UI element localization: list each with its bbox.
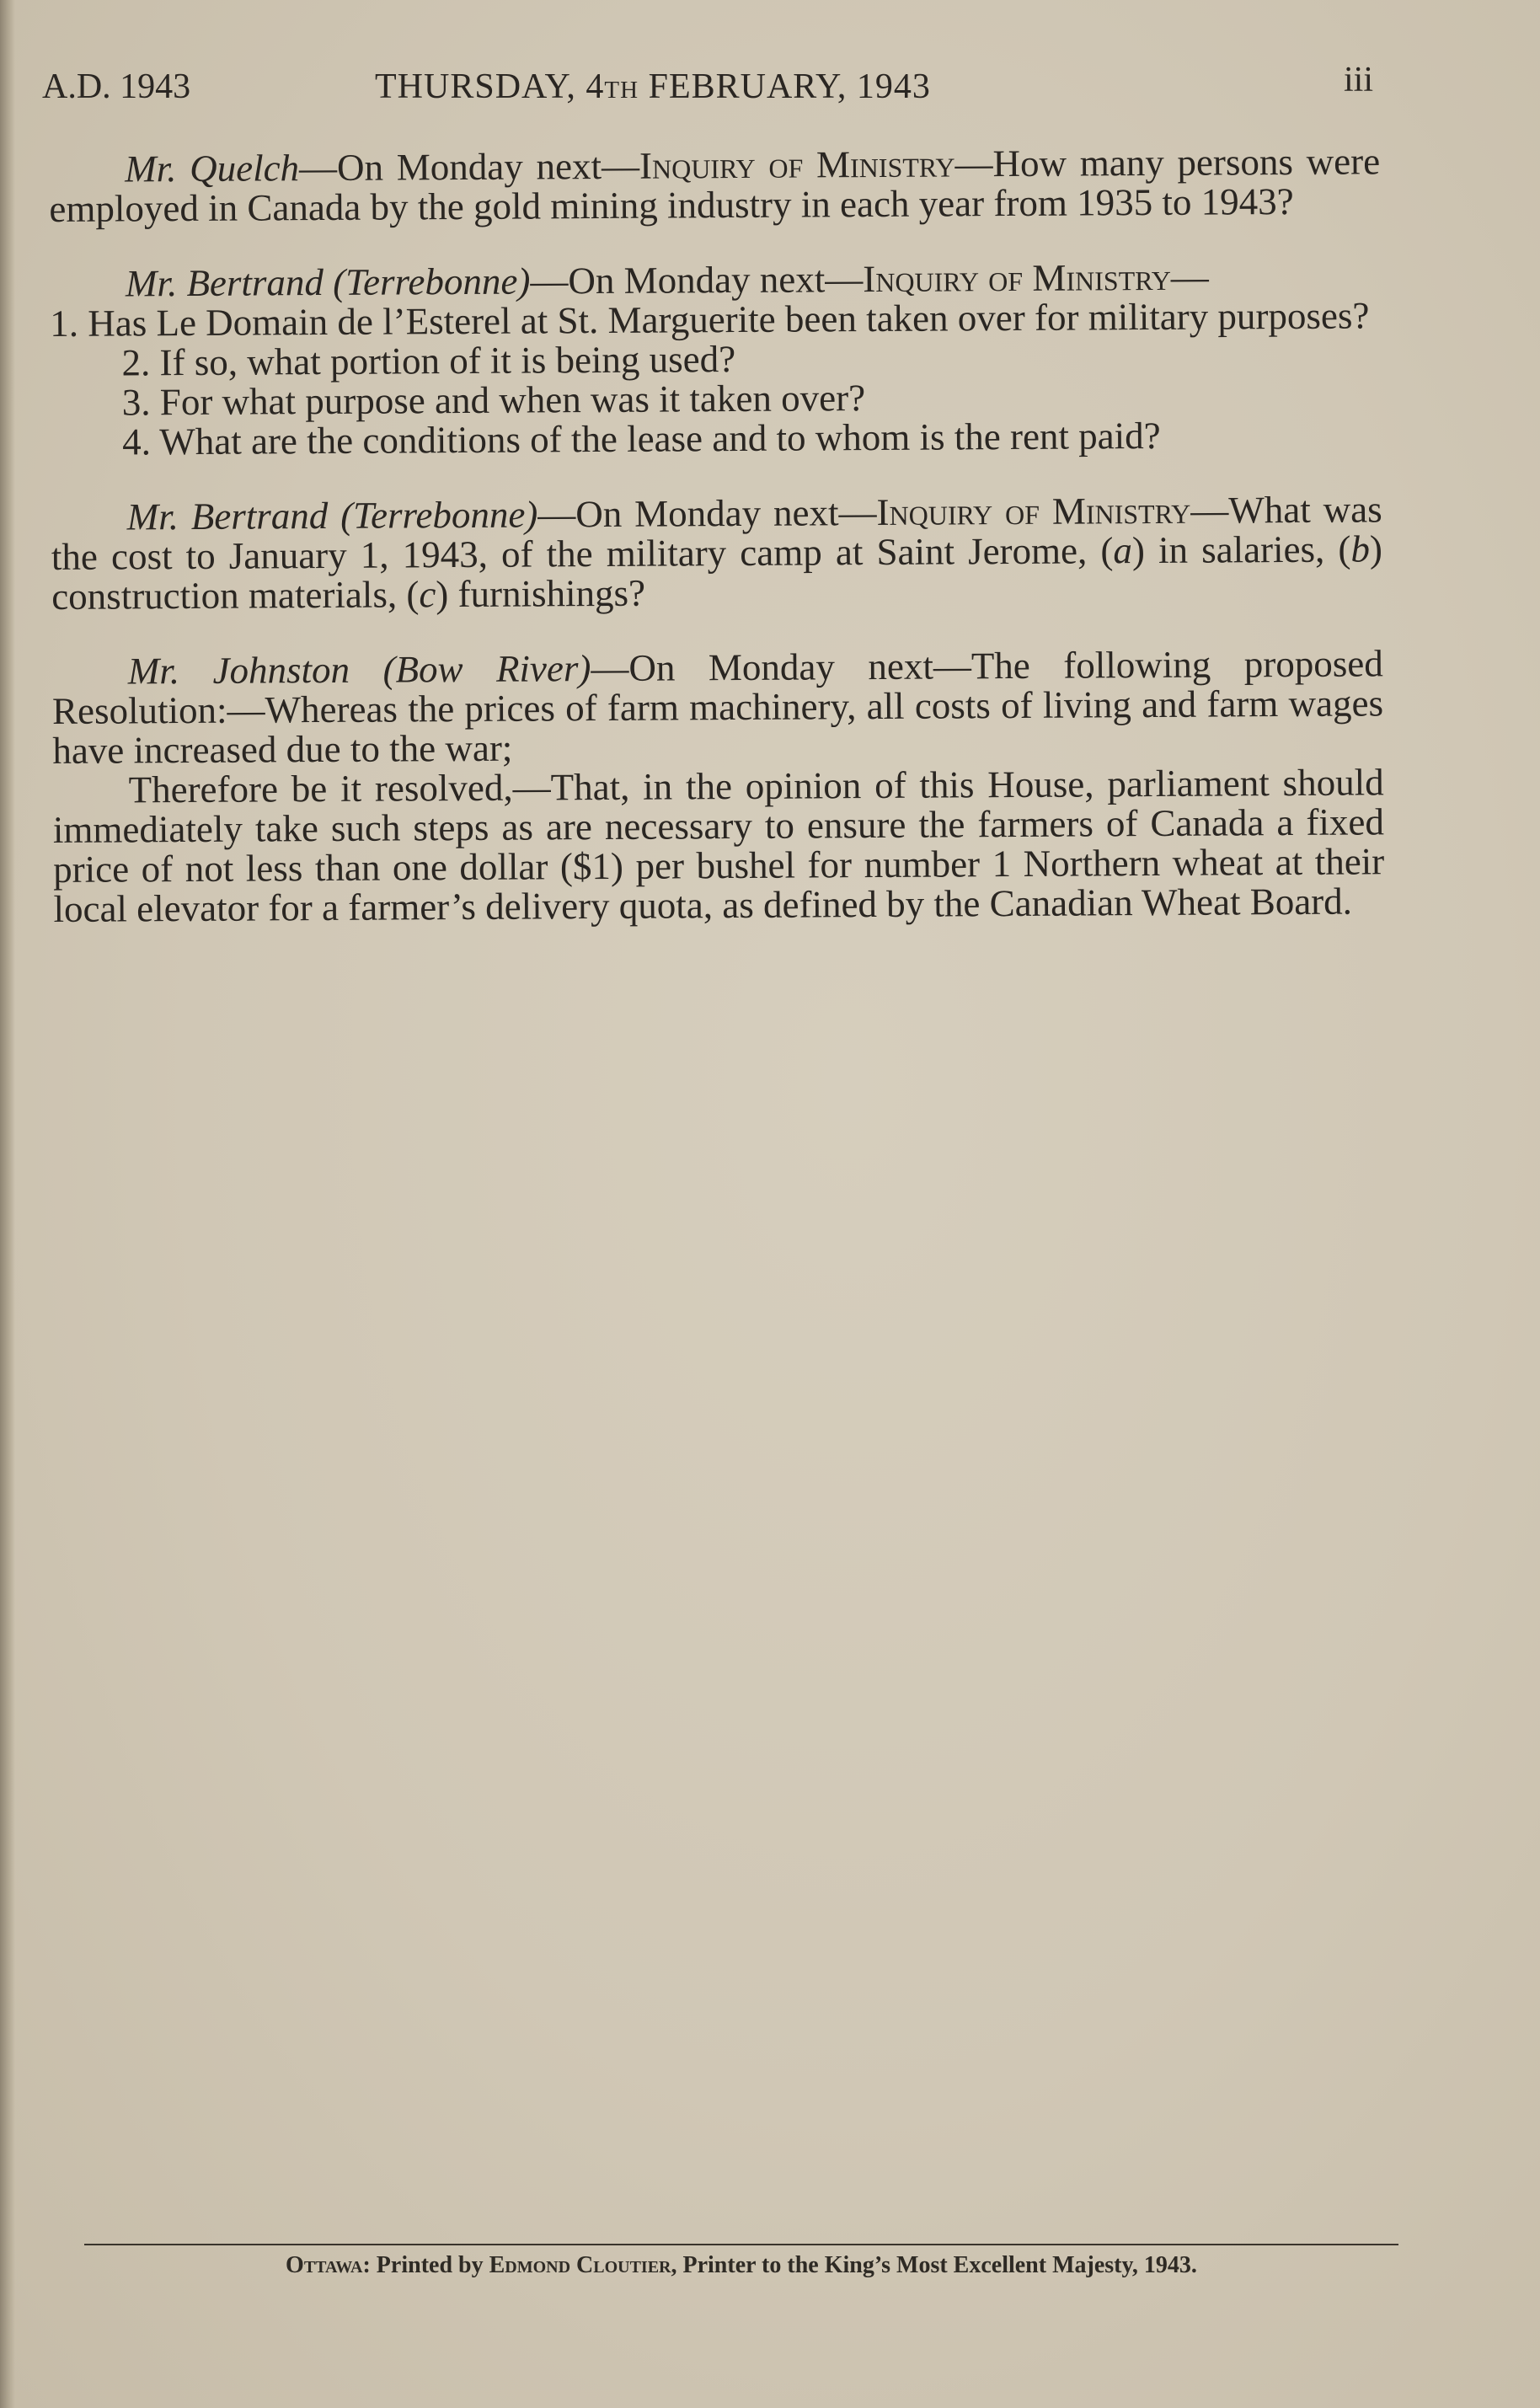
notice-text-a: —What was the cost to January 1, 1943, of the military camp at Saint Jerome, ( <box>51 488 1382 578</box>
footer-divider <box>84 2244 1398 2245</box>
notice-text-c: ) construction materials, ( <box>51 527 1383 618</box>
header-date-prefix: THURSDAY, 4 <box>375 67 605 106</box>
member-name: Mr. Bertrand (Terrebonne) <box>126 493 538 538</box>
question-4: 4. What are the conditions of the lease and to whom is the rent paid? <box>121 414 1161 463</box>
notice-item-bertrand-2 <box>51 490 1383 617</box>
notice-item-bertrand-1 <box>50 256 1382 463</box>
resolution-paragraph: Therefore be it resolved,—That, in the opinion of this House, parliament should immediately take such steps as are necessary to ensure the farmers of Canada a fixed price of not less than one dollar ($1) per bushel for number 1 Northern wheat at their local elevator for a farmer’s delivery quota, as defined by the Canadian Wheat Board. <box>52 761 1385 930</box>
question-3: 3. For what purpose and when was it taken over? <box>121 377 866 424</box>
notice-item-johnston <box>52 644 1385 929</box>
notice-type: Inquiry of Ministry <box>876 489 1191 534</box>
header-date-suffix: FEBRUARY, 1943 <box>639 67 931 106</box>
header-date <box>375 57 931 116</box>
notice-text: —On Monday next—The following proposed Resolution:—Whereas the prices of farm machinery, all costs of living and farm wages have increased due to the war; <box>51 642 1384 772</box>
imprint-text-a: : Printed by <box>362 2252 489 2278</box>
notice-item-quelch <box>49 142 1381 229</box>
notice-text: —How many persons were employed in Canada by the gold mining industry in each year from 1935 to 1943? <box>49 140 1381 230</box>
member-name: Mr. Quelch <box>124 147 300 190</box>
header-page-number: iii <box>1343 61 1373 99</box>
notice-type: Inquiry of Ministry <box>639 142 955 187</box>
question-2: 2. If so, what portion of it is being used? <box>121 338 736 384</box>
notice-paragraph <box>51 490 1383 617</box>
list-marker-c: c <box>419 573 436 616</box>
page-binding-edge <box>0 0 15 2408</box>
member-name: Mr. Johnston (Bow River) <box>127 647 591 693</box>
header-date-ordinal: th <box>604 67 639 106</box>
notice-text: — <box>1170 255 1209 298</box>
header-year: A.D. 1943 <box>42 67 191 106</box>
imprint-city: Ottawa <box>286 2252 363 2278</box>
notice-lead: —On Monday next— <box>530 258 864 302</box>
notice-lead: —On Monday next— <box>298 144 640 190</box>
list-marker-a: a <box>1113 529 1133 572</box>
list-marker-b: b <box>1350 527 1371 570</box>
question-1: 1. Has Le Domain de l’Esterel at St. Marguerite been taken over for military purposes? <box>50 294 1370 345</box>
notice-lead: —On Monday next— <box>537 491 877 536</box>
notice-type: Inquiry of Ministry <box>863 255 1171 301</box>
notice-paragraph <box>52 644 1384 771</box>
notice-text-b: ) in salaries, ( <box>1131 527 1351 572</box>
imprint-printer: Edmond Cloutier <box>489 2252 671 2278</box>
imprint-text-b: , Printer to the King’s Most Excellent Majesty, 1943. <box>671 2252 1197 2278</box>
page-header <box>42 57 1373 116</box>
notice-paragraph <box>49 142 1381 229</box>
notices-body <box>49 142 1385 965</box>
notice-text-d: ) furnishings? <box>436 571 646 616</box>
member-name: Mr. Bertrand (Terrebonne) <box>125 260 531 305</box>
printer-imprint <box>84 2252 1398 2279</box>
